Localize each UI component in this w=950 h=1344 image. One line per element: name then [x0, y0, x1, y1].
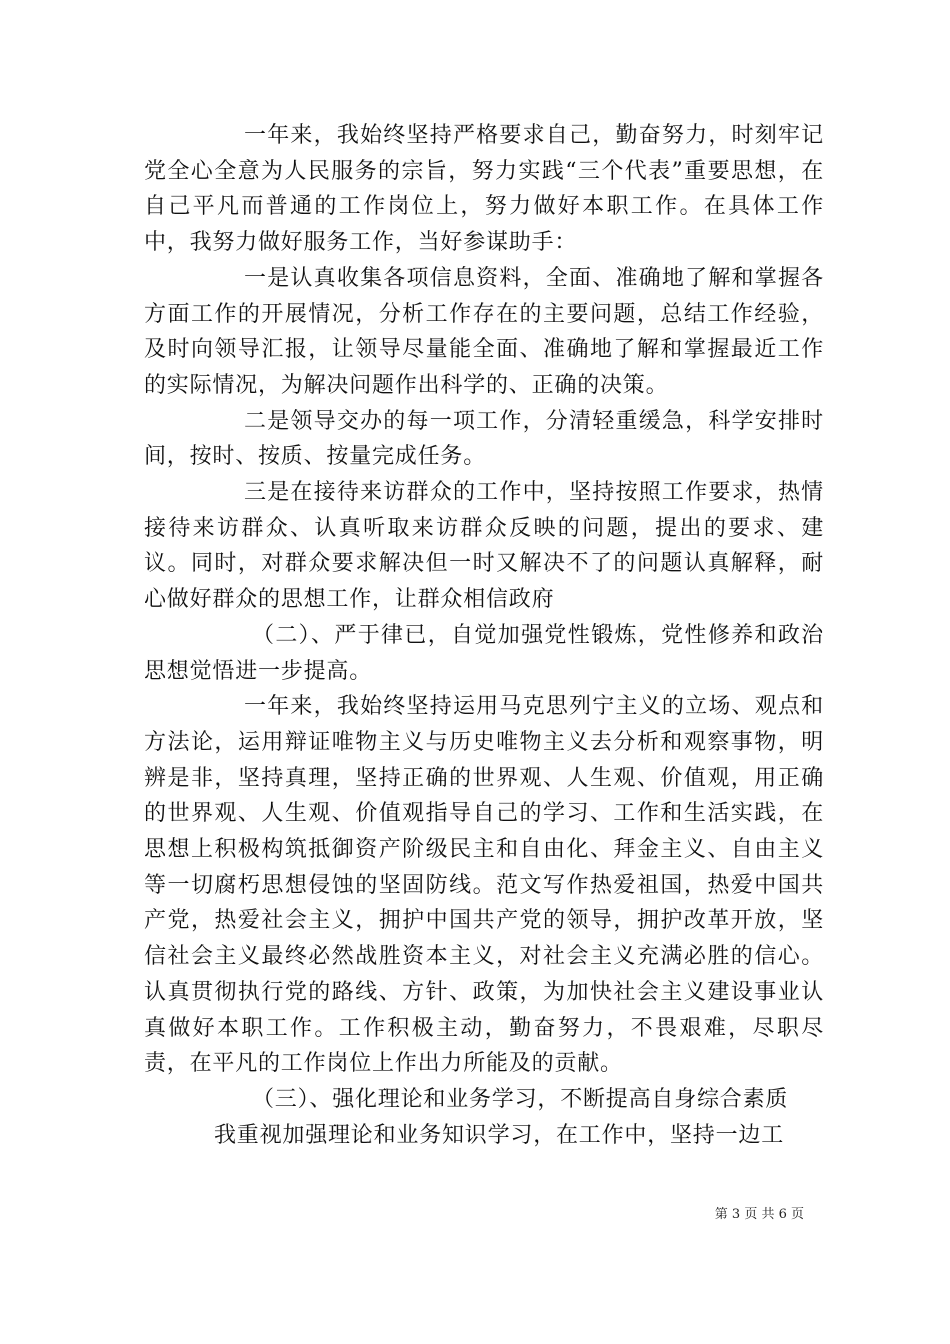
section-heading-two: （二）、严于律已，自觉加强党性锻炼，党性修养和政治思想觉悟进一步提高。 — [144, 622, 824, 684]
section-heading-three: （三）、强化理论和业务学习，不断提高自身综合素质 — [252, 1086, 789, 1112]
paragraph-point-three: 三是在接待来访群众的工作中，坚持按照工作要求，热情接待来访群众、认真听取来访群众反映的问题，提出的要求、建议。同时，对群众要求解决但一时又解决不了的问题认真解释，耐心做好群众的思想工作，让群众相信政府 — [144, 480, 824, 613]
paragraph-point-one: 一是认真收集各项信息资料，全面、准确地了解和掌握各方面工作的开展情况，分析工作存在的主要问题，总结工作经验，及时向领导汇报，让领导尽量能全面、准确地了解和掌握最近工作的实际情况，为解决问题作出科学的、正确的决策。 — [144, 265, 824, 398]
page-number: 第 3 页 共 6 页 — [714, 1207, 804, 1222]
paragraph-point-two: 二是领导交办的每一项工作，分清轻重缓急，科学安排时间，按时、按质、按量完成任务。 — [144, 408, 824, 470]
paragraph-ideology: 一年来，我始终坚持运用马克思列宁主义的立场、观点和方法论，运用辩证唯物主义与历史唯物主义去分析和观察事物，明辨是非，坚持真理，坚持正确的世界观、人生观、价值观，用正确的世界观、人生观、价值观指导自己的学习、工作和生活实践，在思想上积极构筑抵御资产阶级民主和自由化、拜金主义、自由主义等一切腐朽思想侵蚀的坚固防线。范文写作热爱祖国，热爱中国共产党，热爱社会主义，拥护中国共产党的领导，拥护改革开放，坚信社会主义最终必然战胜资本主义，对社会主义充满必胜的信心。认真贯彻执行党的路线、方针、政策，为加快社会主义建设事业认真做好本职工作。工作积极主动，勤奋努力，不畏艰难，尽职尽责，在平凡的工作岗位上作出力所能及的贡献。 — [144, 694, 824, 1077]
document-body — [144, 118, 824, 1153]
paragraph-study: 我重视加强理论和业务知识学习，在工作中，坚持一边工 — [214, 1122, 785, 1148]
paragraph-work-summary: 一年来，我始终坚持严格要求自己，勤奋努力，时刻牢记党全心全意为人民服务的宗旨，努力实践“三个代表”重要思想，在自己平凡而普通的工作岗位上，努力做好本职工作。在具体工作中，我努力做好服务工作，当好参谋助手： — [144, 123, 824, 256]
